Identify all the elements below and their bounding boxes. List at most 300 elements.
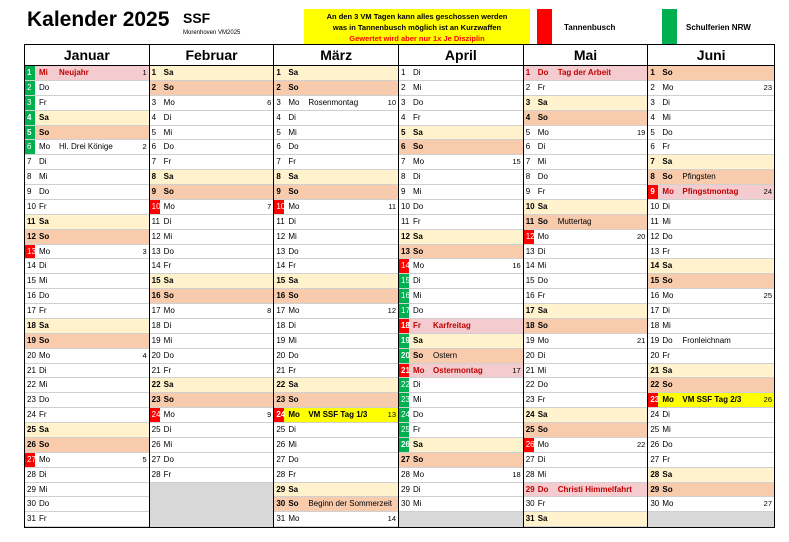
weekday: Di <box>288 216 296 226</box>
weekday: Mo <box>537 127 549 137</box>
day-note: Karfreitag <box>433 320 471 330</box>
day-number: 25 <box>650 425 660 434</box>
weekday: So <box>288 187 299 196</box>
weekday: Mi <box>662 112 671 122</box>
day-row <box>648 185 774 200</box>
day-number: 26 <box>151 439 161 449</box>
day-number: 22 <box>401 380 410 390</box>
day-number: 18 <box>27 320 36 330</box>
day-number: 9 <box>276 187 281 196</box>
day-number: 17 <box>401 306 410 315</box>
day-number: 13 <box>27 246 36 256</box>
day-number: 21 <box>27 365 36 375</box>
day-number: 27 <box>276 454 286 464</box>
weekday: Mi <box>288 231 297 241</box>
day-row <box>399 483 523 498</box>
day-row <box>524 334 648 349</box>
weekday: Mo <box>288 514 300 524</box>
weekday: Di <box>288 320 296 330</box>
weekday: Mi <box>163 127 173 137</box>
day-row <box>274 200 398 215</box>
day-number: 22 <box>27 380 36 390</box>
day-number: 30 <box>27 499 36 509</box>
day-number: 26 <box>650 439 660 449</box>
empty-day-cell <box>648 512 774 527</box>
day-number: 14 <box>401 261 410 271</box>
week-number: 26 <box>763 395 773 405</box>
weekday: Mo <box>288 201 300 211</box>
weekday: Fr <box>537 187 546 196</box>
day-row <box>274 349 398 364</box>
day-number: 17 <box>276 306 286 315</box>
day-row <box>274 319 398 334</box>
weekday: Di <box>413 276 421 286</box>
day-number: 2 <box>401 82 406 92</box>
day-number: 25 <box>276 425 286 434</box>
day-row <box>648 438 774 453</box>
day-number: 6 <box>151 142 157 152</box>
day-number: 23 <box>151 395 161 405</box>
day-number: 29 <box>525 484 535 494</box>
day-row <box>150 81 274 96</box>
weekday: Do <box>163 142 174 152</box>
weekday: Do <box>537 172 548 182</box>
day-number: 17 <box>151 306 161 315</box>
weekday: Di <box>537 454 546 464</box>
day-row <box>524 185 648 200</box>
day-row <box>648 497 774 512</box>
day-number: 6 <box>650 142 655 152</box>
day-row <box>25 393 149 408</box>
day-number: 2 <box>151 82 157 92</box>
day-number: 26 <box>276 439 286 449</box>
day-number: 19 <box>401 335 410 345</box>
weekday: Fr <box>413 216 421 226</box>
weekday: Mo <box>413 469 425 479</box>
week-number: 6 <box>267 97 272 107</box>
weekday: Di <box>163 425 172 434</box>
weekday: Sa <box>662 261 673 271</box>
day-row <box>25 378 149 393</box>
day-row <box>274 185 398 200</box>
day-row <box>524 215 648 230</box>
day-note: Fronleichnam <box>682 335 731 345</box>
weekday: Sa <box>163 380 174 390</box>
day-row <box>25 245 149 260</box>
day-number: 24 <box>151 410 161 420</box>
weekday: Fr <box>39 514 47 524</box>
day-number: 15 <box>276 276 286 286</box>
day-number: 20 <box>525 350 535 360</box>
day-number: 19 <box>650 335 660 345</box>
day-row <box>25 438 149 453</box>
day-row <box>524 364 648 379</box>
day-number: 30 <box>276 499 286 509</box>
day-number: 4 <box>525 112 531 122</box>
weekday: Mo <box>288 306 300 315</box>
day-number: 20 <box>401 350 410 360</box>
day-row <box>399 438 523 453</box>
weekday: Di <box>662 306 670 315</box>
day-row <box>274 423 398 438</box>
day-row <box>648 111 774 126</box>
org-subtitle: Morenhoven VM2025 <box>183 30 241 36</box>
day-row <box>524 140 648 155</box>
day-row <box>524 319 648 334</box>
weekday: Mi <box>288 127 297 137</box>
day-number: 29 <box>27 484 36 494</box>
day-row <box>274 230 398 245</box>
day-number: 4 <box>650 112 655 122</box>
weekday: So <box>39 439 50 449</box>
weekday: Fr <box>288 261 296 271</box>
day-row <box>524 111 648 126</box>
month-header: März <box>274 45 398 66</box>
day-row <box>25 81 149 96</box>
day-row <box>648 96 774 111</box>
month-column <box>399 45 524 527</box>
day-row <box>274 111 398 126</box>
day-number: 12 <box>401 231 410 241</box>
month-header: Januar <box>25 45 149 66</box>
day-row <box>399 245 523 260</box>
weekday: Fr <box>662 454 670 464</box>
weekday: Mi <box>39 172 48 182</box>
day-row <box>25 468 149 483</box>
weekday: Fr <box>537 291 546 301</box>
weekday: So <box>537 112 548 122</box>
day-number: 26 <box>401 439 410 449</box>
weekday: Mi <box>163 439 173 449</box>
day-number: 4 <box>401 112 406 122</box>
day-number: 23 <box>650 395 660 405</box>
month-header: Mai <box>524 45 648 66</box>
weekday: Mi <box>413 291 422 301</box>
day-row <box>150 453 274 468</box>
empty-day-cell <box>150 497 274 512</box>
day-number: 20 <box>650 350 660 360</box>
day-number: 8 <box>27 172 32 182</box>
weekday: Do <box>39 395 50 405</box>
day-number: 10 <box>401 201 410 211</box>
day-row <box>25 334 149 349</box>
day-note: Beginn der Sommerzeit <box>308 499 392 509</box>
day-number: 3 <box>27 97 32 107</box>
day-row <box>25 155 149 170</box>
day-row <box>150 364 274 379</box>
weekday: Do <box>163 454 174 464</box>
week-number: 17 <box>512 365 521 375</box>
day-number: 4 <box>151 112 157 122</box>
day-number: 30 <box>525 499 535 509</box>
day-row <box>399 319 523 334</box>
day-row <box>524 200 648 215</box>
day-number: 18 <box>276 320 286 330</box>
day-row <box>274 81 398 96</box>
weekday: Di <box>537 142 546 152</box>
week-number: 20 <box>637 231 646 241</box>
day-row <box>399 453 523 468</box>
weekday: Mo <box>39 246 51 256</box>
day-number: 14 <box>525 261 535 271</box>
day-number: 30 <box>401 499 410 509</box>
day-row <box>150 66 274 81</box>
day-number: 12 <box>525 231 535 241</box>
week-number: 25 <box>763 291 773 301</box>
day-row <box>524 497 648 512</box>
empty-day-cell <box>150 483 274 498</box>
weekday: Mo <box>39 350 51 360</box>
weekday: Di <box>39 365 47 375</box>
weekday: Sa <box>288 276 299 286</box>
weekday: Fr <box>288 469 296 479</box>
day-number: 12 <box>151 231 161 241</box>
month-column <box>524 45 649 527</box>
day-number: 5 <box>650 127 655 137</box>
weekday: Mi <box>39 380 48 390</box>
day-row <box>25 289 149 304</box>
day-row <box>524 289 648 304</box>
weekday: Do <box>39 82 50 92</box>
week-number: 10 <box>387 97 397 107</box>
day-number: 18 <box>650 320 660 330</box>
weekday: Di <box>39 469 47 479</box>
weekday: Do <box>288 142 299 152</box>
weekday: Do <box>662 335 673 345</box>
weekday: Sa <box>537 306 548 315</box>
day-row <box>648 468 774 483</box>
day-row <box>274 245 398 260</box>
day-note: Ostermontag <box>433 365 483 375</box>
weekday: Do <box>537 380 548 390</box>
day-row <box>150 274 274 289</box>
day-number: 21 <box>525 365 535 375</box>
weekday: So <box>413 142 424 152</box>
day-number: 7 <box>151 157 157 167</box>
day-row <box>150 230 274 245</box>
day-number: 19 <box>151 335 161 345</box>
week-number: 12 <box>387 306 397 315</box>
weekday: Do <box>662 439 673 449</box>
weekday: So <box>288 291 299 301</box>
weekday: Di <box>537 350 546 360</box>
day-row <box>25 126 149 141</box>
day-note: Pfingstmontag <box>682 187 739 196</box>
calendar-title: Kalender 2025 <box>27 8 170 31</box>
day-row <box>648 349 774 364</box>
week-number: 1 <box>142 68 147 77</box>
day-number: 22 <box>276 380 286 390</box>
day-number: 5 <box>525 127 531 137</box>
weekday: Sa <box>537 201 548 211</box>
weekday: Fr <box>163 261 172 271</box>
weekday: Sa <box>662 157 673 167</box>
day-row <box>524 468 648 483</box>
day-row <box>150 349 274 364</box>
weekday: Mo <box>413 261 425 271</box>
weekday: Di <box>288 112 296 122</box>
day-row <box>524 245 648 260</box>
weekday: Mo <box>163 97 175 107</box>
day-row <box>25 453 149 468</box>
day-row <box>524 259 648 274</box>
day-row <box>25 364 149 379</box>
legend-label-tannenbusch: Tannenbusch <box>564 23 616 32</box>
day-number: 7 <box>276 157 281 167</box>
weekday: Fr <box>662 350 670 360</box>
day-row <box>399 140 523 155</box>
day-row <box>648 483 774 498</box>
day-row <box>524 378 648 393</box>
day-row <box>274 483 398 498</box>
day-row <box>25 140 149 155</box>
day-number: 21 <box>276 365 286 375</box>
day-number: 26 <box>525 439 535 449</box>
day-row <box>648 170 774 185</box>
day-row <box>274 453 398 468</box>
day-number: 26 <box>27 439 36 449</box>
day-row <box>399 289 523 304</box>
weekday: Fr <box>39 410 47 420</box>
weekday: Mo <box>537 231 549 241</box>
day-number: 24 <box>650 410 660 420</box>
weekday: Do <box>413 306 424 315</box>
weekday: Mo <box>662 187 674 196</box>
weekday: Do <box>537 68 549 77</box>
weekday: Mi <box>39 68 48 77</box>
weekday: Di <box>163 216 172 226</box>
day-row <box>399 111 523 126</box>
day-row <box>399 170 523 185</box>
day-note: VM SSF Tag 1/3 <box>308 410 368 420</box>
day-number: 10 <box>151 201 161 211</box>
day-row <box>150 111 274 126</box>
day-row <box>524 81 648 96</box>
weekday: So <box>662 172 673 182</box>
weekday: Di <box>163 320 172 330</box>
day-number: 12 <box>650 231 660 241</box>
week-number: 18 <box>512 469 521 479</box>
day-number: 24 <box>525 410 535 420</box>
week-number: 5 <box>142 454 147 464</box>
day-number: 25 <box>525 425 535 434</box>
day-row <box>25 200 149 215</box>
day-row <box>524 393 648 408</box>
day-number: 11 <box>27 216 36 226</box>
day-note: Ostern <box>433 350 458 360</box>
day-row <box>399 66 523 81</box>
weekday: Mi <box>537 157 547 167</box>
weekday: Mi <box>39 484 48 494</box>
weekday: Sa <box>288 484 299 494</box>
weekday: Sa <box>39 216 49 226</box>
day-row <box>274 334 398 349</box>
day-row <box>274 126 398 141</box>
weekday: Do <box>288 246 299 256</box>
day-row <box>648 81 774 96</box>
weekday: Do <box>288 350 299 360</box>
day-number: 13 <box>525 246 535 256</box>
day-number: 27 <box>401 454 410 464</box>
day-number: 19 <box>276 335 286 345</box>
day-row <box>648 215 774 230</box>
org-name: SSF <box>183 10 211 26</box>
weekday: Di <box>39 261 47 271</box>
day-number: 5 <box>401 127 406 137</box>
weekday: Di <box>413 380 421 390</box>
day-row <box>274 364 398 379</box>
day-row <box>648 274 774 289</box>
week-number: 8 <box>267 306 272 315</box>
day-number: 1 <box>650 68 655 77</box>
day-row <box>274 155 398 170</box>
day-number: 10 <box>525 201 535 211</box>
day-number: 28 <box>401 469 410 479</box>
day-row <box>274 408 398 423</box>
weekday: So <box>662 68 673 77</box>
calendar-grid <box>24 44 775 528</box>
day-number: 3 <box>276 97 281 107</box>
day-number: 1 <box>27 68 32 77</box>
day-row <box>150 215 274 230</box>
weekday: Fr <box>662 142 670 152</box>
day-number: 16 <box>401 291 410 301</box>
day-row <box>25 483 149 498</box>
day-number: 14 <box>276 261 286 271</box>
weekday: Do <box>288 454 299 464</box>
weekday: Sa <box>288 172 299 182</box>
day-row <box>648 453 774 468</box>
weekday: Fr <box>39 306 47 315</box>
month-header: Februar <box>150 45 274 66</box>
day-row <box>150 319 274 334</box>
day-number: 16 <box>151 291 161 301</box>
day-number: 29 <box>276 484 286 494</box>
day-number: 3 <box>650 97 655 107</box>
weekday: Mi <box>662 216 671 226</box>
weekday: Mi <box>413 395 422 405</box>
day-row <box>25 230 149 245</box>
week-number: 23 <box>763 82 773 92</box>
day-row <box>524 66 648 81</box>
day-row <box>524 304 648 319</box>
weekday: Do <box>39 187 50 196</box>
day-number: 27 <box>525 454 535 464</box>
day-number: 17 <box>525 306 535 315</box>
day-number: 12 <box>27 231 36 241</box>
day-row <box>25 259 149 274</box>
day-number: 23 <box>525 395 535 405</box>
day-row <box>25 185 149 200</box>
month-column <box>274 45 399 527</box>
weekday: So <box>163 395 174 405</box>
day-row <box>150 185 274 200</box>
empty-day-cell <box>399 512 523 527</box>
day-row <box>399 259 523 274</box>
day-number: 13 <box>650 246 660 256</box>
weekday: Fr <box>39 201 47 211</box>
day-row <box>399 274 523 289</box>
day-note: Muttertag <box>557 216 592 226</box>
weekday: Do <box>163 246 174 256</box>
day-row <box>25 512 149 527</box>
weekday: Mi <box>537 261 547 271</box>
notice-line-1: An den 3 VM Tagen kann alles geschossen werden <box>326 12 508 21</box>
weekday: So <box>537 425 548 434</box>
day-row <box>648 155 774 170</box>
day-number: 10 <box>27 201 36 211</box>
weekday: Di <box>537 246 546 256</box>
